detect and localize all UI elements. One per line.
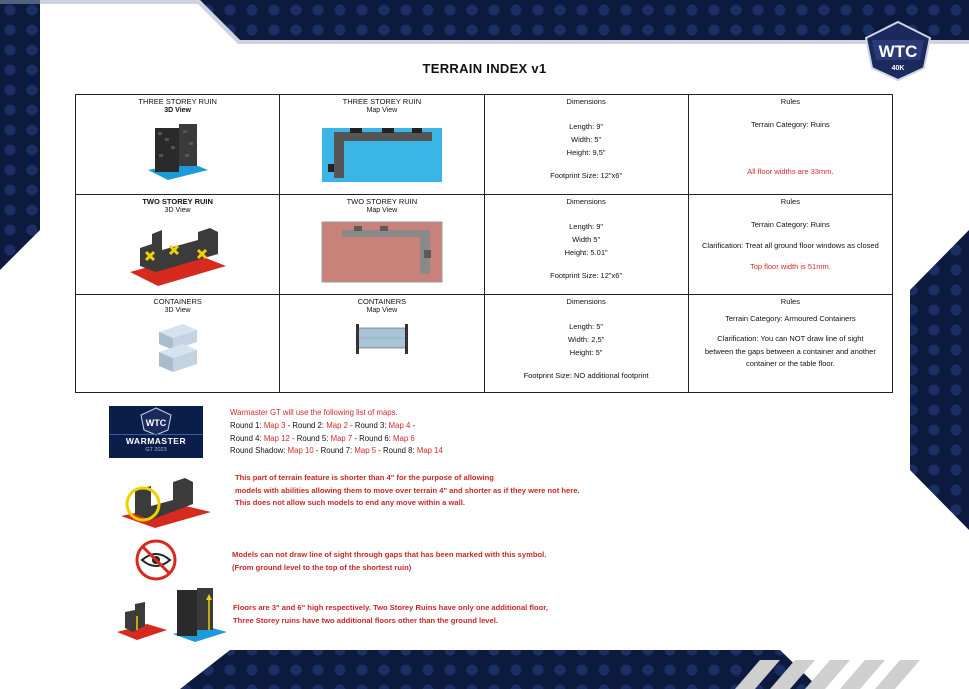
warmaster-badge-text: WTC [145,418,167,428]
short-terrain-line-2: models with abilities allowing them to move over terrain 4" and shorter as if they were not here. [235,485,580,495]
footprint-size: Footprint Size: 12"x6" [550,171,623,180]
terrain-table [75,94,893,393]
map-reference: Map 4 [388,420,411,430]
cell-subtitle: 3D View [164,207,191,214]
cell-subtitle: 3D View [164,307,191,314]
cell-dimensions-two-storey [484,195,688,295]
cell-rules-containers [688,295,892,393]
wtc-logo-text: WTC [878,42,918,61]
map-reference: Map 2 [326,420,348,430]
round-line-2 [230,433,443,446]
dimension-height: Height: 5.01" [564,248,608,257]
rules-header: Rules [780,97,800,106]
cell-subtitle: Map View [366,307,398,314]
footprint-size: Footprint Size: NO additional footprint [523,371,649,380]
rules-category: Terrain Category: Ruins [750,220,830,229]
warmaster-intro: Warmaster GT will use the following list of maps. [230,408,398,417]
short-terrain-line-3: This does not allow such models to end any move within a wall. [235,498,465,507]
short-terrain-icon [117,474,213,532]
rules-clarification: Clarification: You can NOT draw line of sight between the gaps between a container and another container or the table floor. [704,334,876,368]
rules-category: Terrain Category: Ruins [750,120,830,129]
containers-map-image [350,320,414,360]
two-storey-map-image [320,220,444,284]
map-reference: Map 3 [263,420,286,430]
round-label: - Round 6: [352,433,393,443]
floor-heights-note [233,602,548,627]
containers-3d-image [153,320,203,380]
no-line-of-sight-icon [133,538,179,582]
page-title: TERRAIN INDEX v1 [422,61,547,76]
map-reference: Map 6 [393,433,415,443]
table-row-three-storey [76,95,893,195]
warmaster-logo-sub: GT 2023 [145,447,167,453]
cell-dimensions-containers [484,295,688,393]
floor-heights-icon [115,586,233,646]
line-of-sight-line-1: Models can not draw line of sight through gaps that has been marked with this symbol. [232,550,547,559]
round-label: - Round 7: [313,446,355,456]
round-label: Round 1: [230,420,264,430]
cell-rules-three-storey [688,95,892,195]
short-terrain-line-1: This part of terrain feature is shorter than 4" for the purpose of allowing [235,473,494,482]
dimensions-header: Dimensions [566,297,606,306]
round-line-1 [230,420,443,433]
map-reference: Map 7 [330,433,353,443]
map-reference: Map 12 [263,433,290,443]
dimension-height: Height: 9,5" [566,148,606,157]
round-line-3 [230,445,443,458]
dimension-height: Height: 5" [569,348,603,357]
dimension-length: Length: 9" [569,222,604,231]
table-row-containers [76,295,893,393]
cell-title: CONTAINERS [153,297,202,306]
round-label: - Round 5: [289,433,331,443]
line-of-sight-line-2: (From ground level to the top of the shortest ruin) [232,562,412,572]
warmaster-logo [109,406,203,458]
cell-3d-containers [76,295,280,393]
rules-red-note: All floor widths are 33mm. [747,167,834,176]
dimension-length: Length: 5" [569,322,604,331]
floor-heights-line-1: Floors are 3" and 6" high respectively. Two Storey Ruins have only one additional floor, [233,603,548,612]
cell-title: TWO STOREY RUIN [142,197,213,206]
cell-subtitle: Map View [366,107,398,114]
table-row-two-storey [76,195,893,295]
rules-header: Rules [780,197,800,206]
floor-heights-line-2: Three Storey ruins have two additional floors other than the ground level. [233,615,498,625]
cell-map-three-storey [280,95,484,195]
cell-map-two-storey [280,195,484,295]
round-label: - Round 2: [285,420,327,430]
cell-rules-two-storey [688,195,892,295]
two-storey-3d-image [126,220,230,288]
dimensions-header: Dimensions [566,197,606,206]
cell-dimensions-three-storey [484,95,688,195]
footprint-size: Footprint Size: 12"x6" [550,271,623,280]
rules-category: Terrain Category: Armoured Containers [725,314,856,323]
rules-header: Rules [780,297,800,306]
round-label: Round Shadow: [230,446,288,456]
round-label: Round 4: [230,433,264,443]
cell-subtitle: 3D View [164,107,191,114]
dimension-length: Length: 9" [569,122,604,131]
dimension-width: Width 5" [572,235,601,244]
dimension-width: Width: 5" [571,135,602,144]
three-storey-3d-image [143,120,213,182]
rules-clarification: Clarification: Treat all ground floor windows as closed [701,241,879,250]
cell-subtitle: Map View [366,207,398,214]
cell-title: THREE STOREY RUIN [138,97,217,106]
round-label: - [410,420,416,430]
map-reference: Map 5 [354,446,377,456]
cell-title: CONTAINERS [357,297,407,306]
warmaster-wtc-badge [109,406,203,436]
cell-3d-three-storey [76,95,280,195]
line-of-sight-note [232,549,546,574]
dimension-width: Width: 2,5" [567,335,605,344]
cell-title: TWO STOREY RUIN [346,197,418,206]
cell-title: THREE STOREY RUIN [342,97,422,106]
round-label: - Round 3: [347,420,389,430]
warmaster-maps [230,407,443,458]
warmaster-logo-text: WARMASTER [125,436,187,446]
map-reference: Map 10 [287,446,314,456]
round-lines [230,420,443,458]
wtc-logo-sub: 40K [891,65,905,72]
short-terrain-note [235,472,580,510]
cell-map-containers [280,295,484,393]
three-storey-map-image [320,120,444,184]
rules-red-note: Top floor width is 51mm. [749,262,831,271]
dimensions-header: Dimensions [566,97,606,106]
map-reference: Map 14 [416,446,443,456]
cell-3d-two-storey [76,195,280,295]
round-label: - Round 8: [376,446,417,456]
